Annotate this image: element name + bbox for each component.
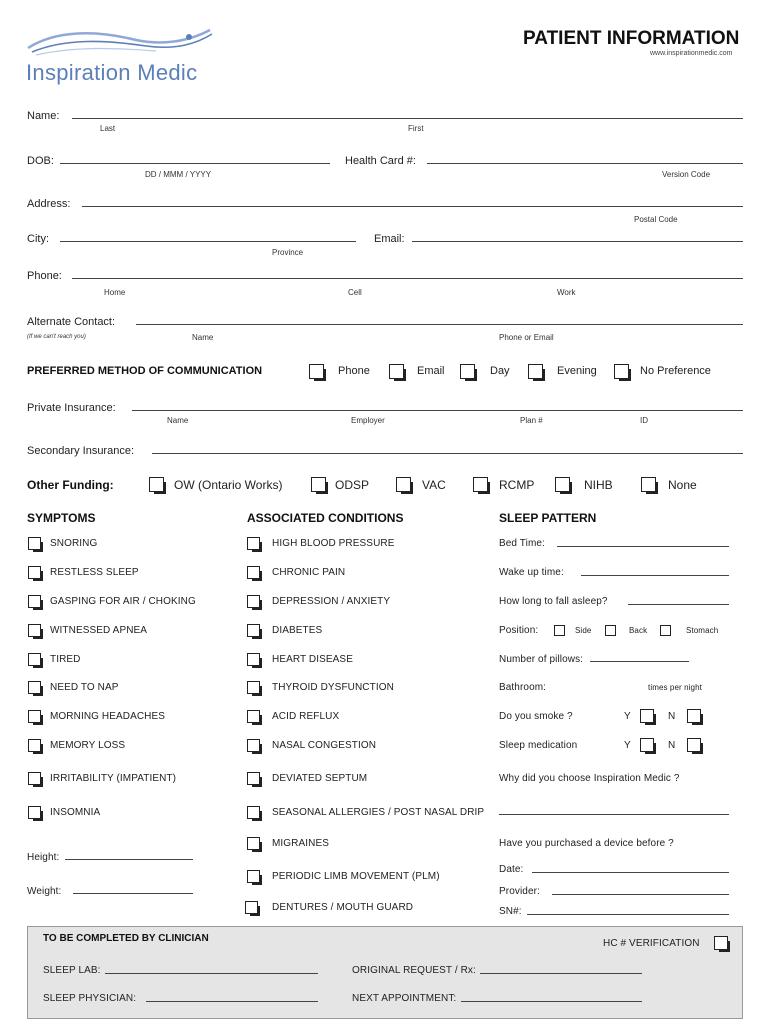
- phone-home-caption: Home: [104, 288, 126, 297]
- purchased-label: Have you purchased a device before ?: [499, 838, 674, 849]
- position-side-label: Side: [575, 626, 592, 635]
- height-label: Height:: [27, 852, 60, 863]
- fall-asleep-label: How long to fall asleep?: [499, 596, 608, 607]
- next-appointment-label: NEXT APPOINTMENT:: [352, 993, 457, 1004]
- funding-vac-checkbox[interactable]: [396, 477, 411, 492]
- symptom-checkbox[interactable]: [28, 710, 41, 723]
- funding-rcmp-checkbox[interactable]: [473, 477, 488, 492]
- device-provider-field[interactable]: [552, 894, 729, 895]
- wake-time-label: Wake up time:: [499, 567, 564, 578]
- condition-label: DEVIATED SEPTUM: [272, 773, 368, 784]
- city-label: City:: [27, 233, 49, 245]
- symptom-checkbox[interactable]: [28, 772, 41, 785]
- next-appointment-field[interactable]: [461, 1001, 642, 1002]
- sleep-pattern-heading: SLEEP PATTERN: [499, 511, 597, 525]
- condition-checkbox[interactable]: [247, 595, 260, 608]
- symptom-checkbox[interactable]: [28, 624, 41, 637]
- symptom-checkbox[interactable]: [28, 739, 41, 752]
- sleep-physician-field[interactable]: [146, 1001, 318, 1002]
- funding-rcmp-label: RCMP: [499, 478, 535, 492]
- alternate-contact-field[interactable]: [136, 324, 743, 325]
- smoke-no-label: N: [668, 711, 676, 722]
- funding-none-label: None: [668, 478, 697, 492]
- condition-label: HEART DISEASE: [272, 654, 353, 665]
- alternate-phone-email-caption: Phone or Email: [499, 333, 554, 342]
- sleep-lab-label: SLEEP LAB:: [43, 965, 101, 976]
- condition-checkbox[interactable]: [247, 624, 260, 637]
- insurance-plan-caption: Plan #: [520, 416, 543, 425]
- symptom-label: RESTLESS SLEEP: [50, 567, 139, 578]
- dob-format-caption: DD / MMM / YYYY: [145, 170, 212, 179]
- bed-time-label: Bed Time:: [499, 538, 545, 549]
- sleep-physician-label: SLEEP PHYSICIAN:: [43, 993, 137, 1004]
- weight-label: Weight:: [27, 886, 62, 897]
- condition-label: NASAL CONGESTION: [272, 740, 377, 751]
- phone-label: Phone:: [27, 270, 62, 282]
- funding-ow-checkbox[interactable]: [149, 477, 164, 492]
- funding-nihb-checkbox[interactable]: [555, 477, 570, 492]
- condition-label: HIGH BLOOD PRESSURE: [272, 538, 395, 549]
- condition-checkbox[interactable]: [247, 806, 260, 819]
- symptoms-heading: SYMPTOMS: [27, 511, 96, 525]
- position-back-checkbox[interactable]: [605, 625, 616, 636]
- conditions-heading: ASSOCIATED CONDITIONS: [247, 511, 404, 525]
- dob-label: DOB:: [27, 155, 54, 167]
- address-label: Address:: [27, 198, 71, 210]
- position-back-label: Back: [629, 626, 648, 635]
- page-title: PATIENT INFORMATION: [523, 28, 740, 49]
- insurance-id-caption: ID: [640, 416, 648, 425]
- symptom-label: WITNESSED APNEA: [50, 625, 148, 636]
- device-sn-field[interactable]: [527, 914, 729, 915]
- comm-email-checkbox[interactable]: [389, 364, 404, 379]
- condition-checkbox[interactable]: [247, 739, 260, 752]
- website-link[interactable]: www.inspirationmedic.com: [650, 50, 733, 57]
- fall-asleep-field[interactable]: [628, 604, 729, 605]
- comm-evening-checkbox[interactable]: [528, 364, 543, 379]
- comm-day-label: Day: [490, 365, 510, 377]
- original-request-label: ORIGINAL REQUEST / Rx:: [352, 965, 476, 976]
- health-card-label: Health Card #:: [345, 155, 416, 167]
- symptom-checkbox[interactable]: [28, 566, 41, 579]
- condition-checkbox[interactable]: [247, 772, 260, 785]
- phone-work-caption: Work: [557, 288, 576, 297]
- condition-checkbox[interactable]: [247, 537, 260, 550]
- device-date-label: Date:: [499, 864, 524, 875]
- why-choose-label: Why did you choose Inspiration Medic ?: [499, 773, 680, 784]
- email-label: Email:: [374, 233, 405, 245]
- comm-phone-label: Phone: [338, 365, 370, 377]
- dob-field[interactable]: [60, 163, 330, 164]
- symptom-checkbox[interactable]: [28, 537, 41, 550]
- hc-verification-label: HC # VERIFICATION: [603, 938, 700, 949]
- device-date-field[interactable]: [532, 872, 729, 873]
- bathroom-label: Bathroom:: [499, 682, 547, 693]
- condition-checkbox[interactable]: [245, 901, 258, 914]
- condition-label: MIGRAINES: [272, 838, 330, 849]
- smoke-label: Do you smoke ?: [499, 711, 573, 722]
- device-sn-label: SN#:: [499, 906, 522, 917]
- city-field[interactable]: [60, 241, 356, 242]
- brand-name: Inspiration Medic: [26, 60, 198, 85]
- funding-odsp-checkbox[interactable]: [311, 477, 326, 492]
- name-field[interactable]: [72, 118, 743, 119]
- smoke-yes-label: Y: [624, 711, 631, 722]
- smoke-no-checkbox[interactable]: [687, 709, 701, 723]
- alternate-contact-note: (If we can't reach you): [27, 334, 86, 340]
- why-choose-field[interactable]: [499, 814, 729, 815]
- symptom-label: NEED TO NAP: [50, 682, 119, 693]
- sleep-lab-field[interactable]: [105, 973, 318, 974]
- bed-time-field[interactable]: [557, 546, 729, 547]
- condition-label: DENTURES / MOUTH GUARD: [272, 902, 414, 913]
- funding-none-checkbox[interactable]: [641, 477, 656, 492]
- condition-label: DIABETES: [272, 625, 323, 636]
- comm-no-preference-label: No Preference: [640, 365, 711, 377]
- medication-no-checkbox[interactable]: [687, 738, 701, 752]
- province-caption: Province: [272, 248, 304, 257]
- communication-label: PREFERRED METHOD OF COMMUNICATION: [27, 365, 263, 377]
- secondary-insurance-label: Secondary Insurance:: [27, 445, 135, 457]
- position-stomach-label: Stomach: [686, 626, 719, 635]
- name-first-caption: First: [408, 124, 424, 133]
- times-per-night-label: times per night: [648, 683, 702, 692]
- condition-checkbox[interactable]: [247, 870, 260, 883]
- symptom-label: SNORING: [50, 538, 98, 549]
- phone-field[interactable]: [72, 278, 743, 279]
- symptom-label: GASPING FOR AIR / CHOKING: [50, 596, 196, 607]
- symptom-checkbox[interactable]: [28, 595, 41, 608]
- position-stomach-checkbox[interactable]: [660, 625, 671, 636]
- symptom-label: TIRED: [50, 654, 81, 665]
- alternate-contact-label: Alternate Contact:: [27, 316, 116, 328]
- condition-checkbox[interactable]: [247, 653, 260, 666]
- smoke-yes-checkbox[interactable]: [640, 709, 654, 723]
- funding-nihb-label: NIHB: [584, 478, 613, 492]
- original-request-field[interactable]: [480, 973, 642, 974]
- brand-logo-swoosh: [26, 22, 216, 58]
- pillows-label: Number of pillows:: [499, 654, 584, 665]
- alternate-name-caption: Name: [192, 333, 214, 342]
- wake-time-field[interactable]: [581, 575, 729, 576]
- funding-ow-label: OW (Ontario Works): [174, 478, 283, 492]
- condition-label: PERIODIC LIMB MOVEMENT (PLM): [272, 871, 440, 882]
- symptom-checkbox[interactable]: [28, 806, 41, 819]
- condition-checkbox[interactable]: [247, 681, 260, 694]
- hc-verification-checkbox[interactable]: [714, 936, 728, 950]
- medication-yes-checkbox[interactable]: [640, 738, 654, 752]
- condition-label: SEASONAL ALLERGIES / POST NASAL DRIP: [272, 807, 485, 818]
- condition-label: DEPRESSION / ANXIETY: [272, 596, 391, 607]
- insurance-name-caption: Name: [167, 416, 189, 425]
- position-side-checkbox[interactable]: [554, 625, 565, 636]
- symptom-checkbox[interactable]: [28, 653, 41, 666]
- symptom-label: MEMORY LOSS: [50, 740, 126, 751]
- symptom-label: MORNING HEADACHES: [50, 711, 166, 722]
- condition-label: CHRONIC PAIN: [272, 567, 346, 578]
- private-insurance-label: Private Insurance:: [27, 402, 116, 414]
- postal-code-caption: Postal Code: [634, 215, 678, 224]
- email-field[interactable]: [412, 241, 743, 242]
- position-label: Position:: [499, 625, 539, 636]
- pillows-field[interactable]: [590, 661, 689, 662]
- comm-no-preference-checkbox[interactable]: [614, 364, 629, 379]
- condition-checkbox[interactable]: [247, 710, 260, 723]
- medication-no-label: N: [668, 740, 676, 751]
- version-code-caption: Version Code: [662, 170, 711, 179]
- symptom-label: INSOMNIA: [50, 807, 101, 818]
- address-field[interactable]: [82, 206, 743, 207]
- condition-checkbox[interactable]: [247, 566, 260, 579]
- symptom-label: IRRITABILITY (IMPATIENT): [50, 773, 177, 784]
- phone-cell-caption: Cell: [348, 288, 362, 297]
- condition-label: THYROID DYSFUNCTION: [272, 682, 394, 693]
- comm-email-label: Email: [417, 365, 445, 377]
- comm-phone-checkbox[interactable]: [309, 364, 324, 379]
- symptom-checkbox[interactable]: [28, 681, 41, 694]
- private-insurance-field[interactable]: [132, 410, 743, 411]
- medication-yes-label: Y: [624, 740, 631, 751]
- device-provider-label: Provider:: [499, 886, 540, 897]
- name-label: Name:: [27, 110, 60, 122]
- secondary-insurance-field[interactable]: [152, 453, 743, 454]
- height-field[interactable]: [65, 859, 193, 860]
- name-last-caption: Last: [100, 124, 116, 133]
- weight-field[interactable]: [73, 893, 193, 894]
- condition-checkbox[interactable]: [247, 837, 260, 850]
- comm-evening-label: Evening: [557, 365, 597, 377]
- health-card-field[interactable]: [427, 163, 743, 164]
- comm-day-checkbox[interactable]: [460, 364, 475, 379]
- funding-odsp-label: ODSP: [335, 478, 370, 492]
- funding-vac-label: VAC: [422, 478, 446, 492]
- insurance-employer-caption: Employer: [351, 416, 385, 425]
- other-funding-label: Other Funding:: [27, 478, 114, 492]
- condition-label: ACID REFLUX: [272, 711, 340, 722]
- clinician-heading: TO BE COMPLETED BY CLINICIAN: [43, 933, 209, 944]
- medication-label: Sleep medication: [499, 740, 578, 751]
